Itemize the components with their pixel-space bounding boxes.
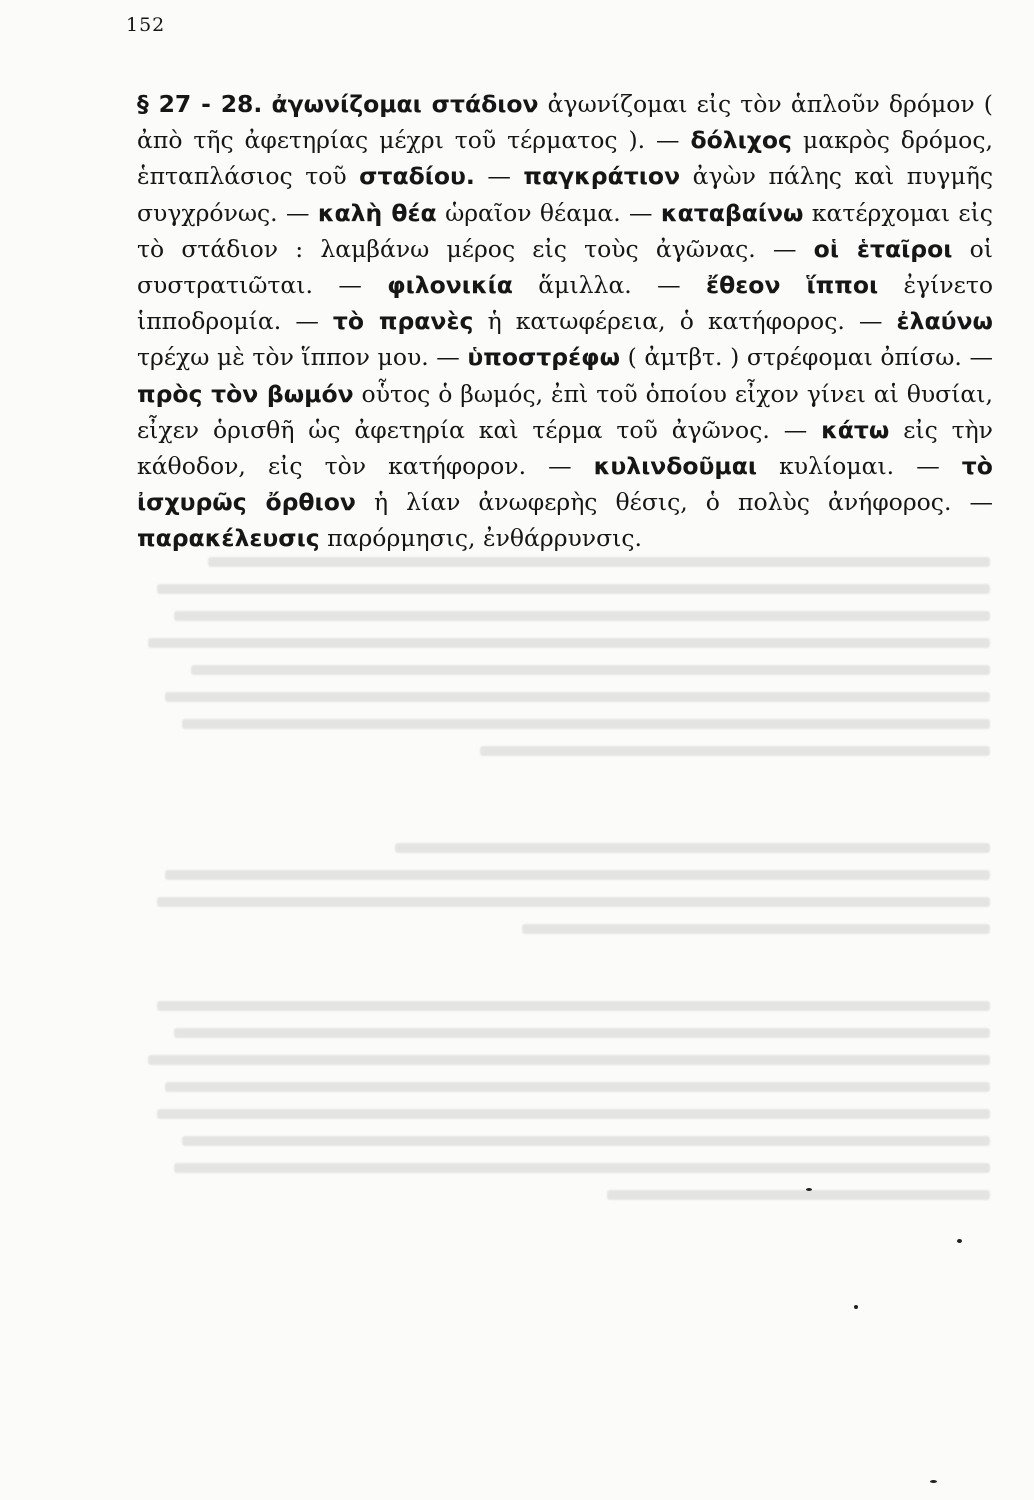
entry-definition: εἰς τὴν κάθοδον, εἰς τὸν κατήφορον.	[137, 415, 993, 481]
page-number: 152	[126, 14, 166, 36]
separator: —	[656, 126, 680, 155]
entry-term: δόλιχος	[690, 126, 792, 155]
entry-definition: ἅμιλλα.	[538, 271, 632, 300]
entry-definition: κυλίομαι.	[779, 452, 895, 481]
separator: —	[657, 271, 681, 300]
entry-definition: ἡ λίαν ἀνωφερὴς θέσις, ὁ πολὺς ἀνήφορος.	[373, 488, 952, 517]
separator: —	[858, 307, 883, 336]
entry-term: φιλονικία	[387, 271, 513, 300]
entry-term: οἱ ἑταῖροι	[813, 234, 953, 263]
entry-term: τὸ ἰσχυρῶς ὄρθιον	[137, 452, 993, 517]
entry-definition: παρόρμησις, ἐνθάρρυνσις.	[327, 524, 642, 553]
entry-term: καλὴ θέα	[317, 198, 437, 227]
entry-definition: ( ἀμτβτ. ) στρέφομαι ὀπίσω.	[627, 343, 962, 372]
scan-speck	[806, 1188, 812, 1191]
entry-definition: μακρὸς δρόμος, ἑπταπλάσιος τοῦ	[137, 126, 993, 191]
entry-definition: οἱ συστρατιῶται.	[137, 234, 993, 300]
separator: —	[548, 452, 572, 481]
entry-definition: ἀγωνίζομαι εἰς τὸν ἁπλοῦν δρόμον ( ἀπὸ τῆς ἀφετηρίας μέχρι τοῦ τέρματος ).	[137, 90, 993, 155]
entry-term: παρακέλευσις	[137, 524, 320, 553]
entry-term: ἔθεον ἵπποι	[706, 271, 879, 300]
separator: —	[295, 307, 319, 336]
separator: —	[436, 343, 460, 372]
separator: —	[629, 198, 653, 227]
entry-definition: ἡ κατωφέρεια, ὁ κατήφορος.	[487, 307, 845, 336]
entry-term: κυλινδοῦμαι	[593, 452, 758, 481]
separator: —	[916, 452, 940, 481]
separator: —	[969, 488, 994, 517]
entry-term: ἀγωνίζομαι στάδιον	[271, 90, 539, 118]
entry-term: τὸ πρανὲς	[332, 307, 474, 336]
separator: —	[487, 162, 511, 191]
entry-term: σταδίου.	[359, 162, 475, 191]
scan-speck	[854, 1305, 858, 1309]
scan-speck	[957, 1239, 962, 1243]
scan-speck	[930, 1480, 937, 1483]
entry-term: καταβαίνω	[660, 198, 804, 227]
show-through-background	[140, 540, 990, 1370]
separator: —	[286, 198, 310, 227]
glossary-paragraph	[137, 86, 993, 557]
entry-definition: ἐγίνετο ἱπποδρομία.	[137, 271, 993, 336]
separator: —	[338, 271, 362, 300]
entry-definition: οὗτος ὁ βωμός, ἐπὶ τοῦ ὁποίου εἶχον γίνει αἱ θυσίαι, εἶχεν ὁρισθῆ ὡς ἀφετηρία καὶ τέρμα τοῦ ἀγῶνος.	[137, 379, 993, 444]
entry-term: ὑποστρέφω	[467, 343, 620, 372]
entry-term: κάτω	[821, 415, 890, 444]
section-label: § 27 - 28.	[137, 90, 263, 118]
entry-definition: τρέχω μὲ τὸν ἵππον μου.	[137, 343, 429, 372]
separator: —	[783, 415, 808, 444]
entry-term: πρὸς τὸν βωμόν	[137, 379, 354, 408]
separator: —	[969, 343, 993, 372]
entry-definition: κατέρχομαι εἰς τὸ στάδιον : λαμβάνω μέρος εἰς τοὺς ἀγῶνας.	[137, 198, 993, 263]
entry-definition: ὡραῖον θέαμα.	[445, 198, 621, 227]
separator: —	[772, 234, 797, 263]
entry-term: ἐλαύνω	[896, 307, 993, 336]
entry-definition: ἀγὼν πάλης καὶ πυγμῆς συγχρόνως.	[137, 162, 993, 227]
entry-term: παγκράτιον	[523, 162, 681, 191]
